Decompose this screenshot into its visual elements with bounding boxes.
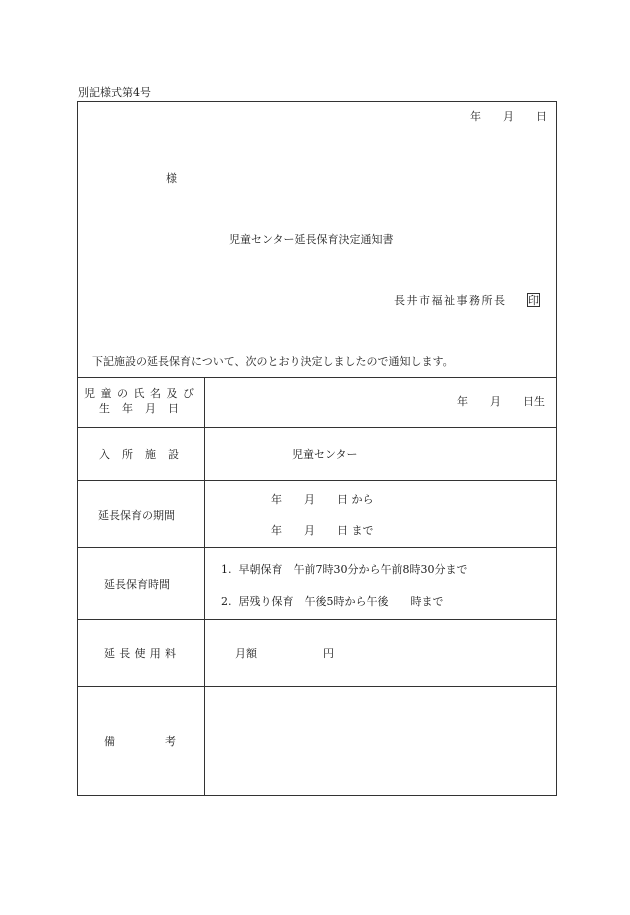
row-divider — [77, 686, 557, 687]
label-remarks: 備 考 — [104, 735, 176, 748]
intro-text: 下記施設の延長保育について、次のとおり決定しましたので通知します。 — [92, 355, 454, 368]
date-line: 年 月 日 — [470, 110, 547, 123]
value-birthdate: 年 月 日生 — [457, 395, 545, 408]
label-fee: 延 長 使 用 料 — [104, 647, 176, 660]
label-period: 延長保育の期間 — [98, 509, 175, 522]
value-fee: 月額 円 — [235, 647, 334, 660]
value-period-from: 年 月 日 から — [271, 493, 374, 506]
column-divider — [204, 377, 205, 796]
label-birthdate: 生 年 月 日 — [99, 402, 179, 415]
value-hours-evening: 2. 居残り保育 午後5時から午後 時まで — [221, 595, 444, 608]
value-period-to: 年 月 日 まで — [271, 524, 374, 537]
seal-mark: 印 — [528, 294, 539, 307]
addressee-suffix: 様 — [166, 172, 177, 185]
row-divider — [77, 427, 557, 428]
row-divider — [77, 480, 557, 481]
form-number: 別記様式第4号 — [78, 86, 151, 99]
issuer-name: 長井市福祉事務所長 — [394, 294, 507, 307]
row-divider — [77, 619, 557, 620]
row-divider — [77, 547, 557, 548]
label-facility: 入 所 施 設 — [99, 448, 179, 461]
label-child-name: 児 童 の 氏 名 及 び — [84, 387, 194, 400]
table-top-line — [77, 377, 557, 378]
document-title: 児童センター延長保育決定通知書 — [229, 233, 394, 246]
value-hours-morning: 1. 早朝保育 午前7時30分から午前8時30分まで — [221, 563, 468, 576]
value-facility: 児童センター — [292, 448, 358, 461]
label-hours: 延長保育時間 — [104, 578, 170, 591]
